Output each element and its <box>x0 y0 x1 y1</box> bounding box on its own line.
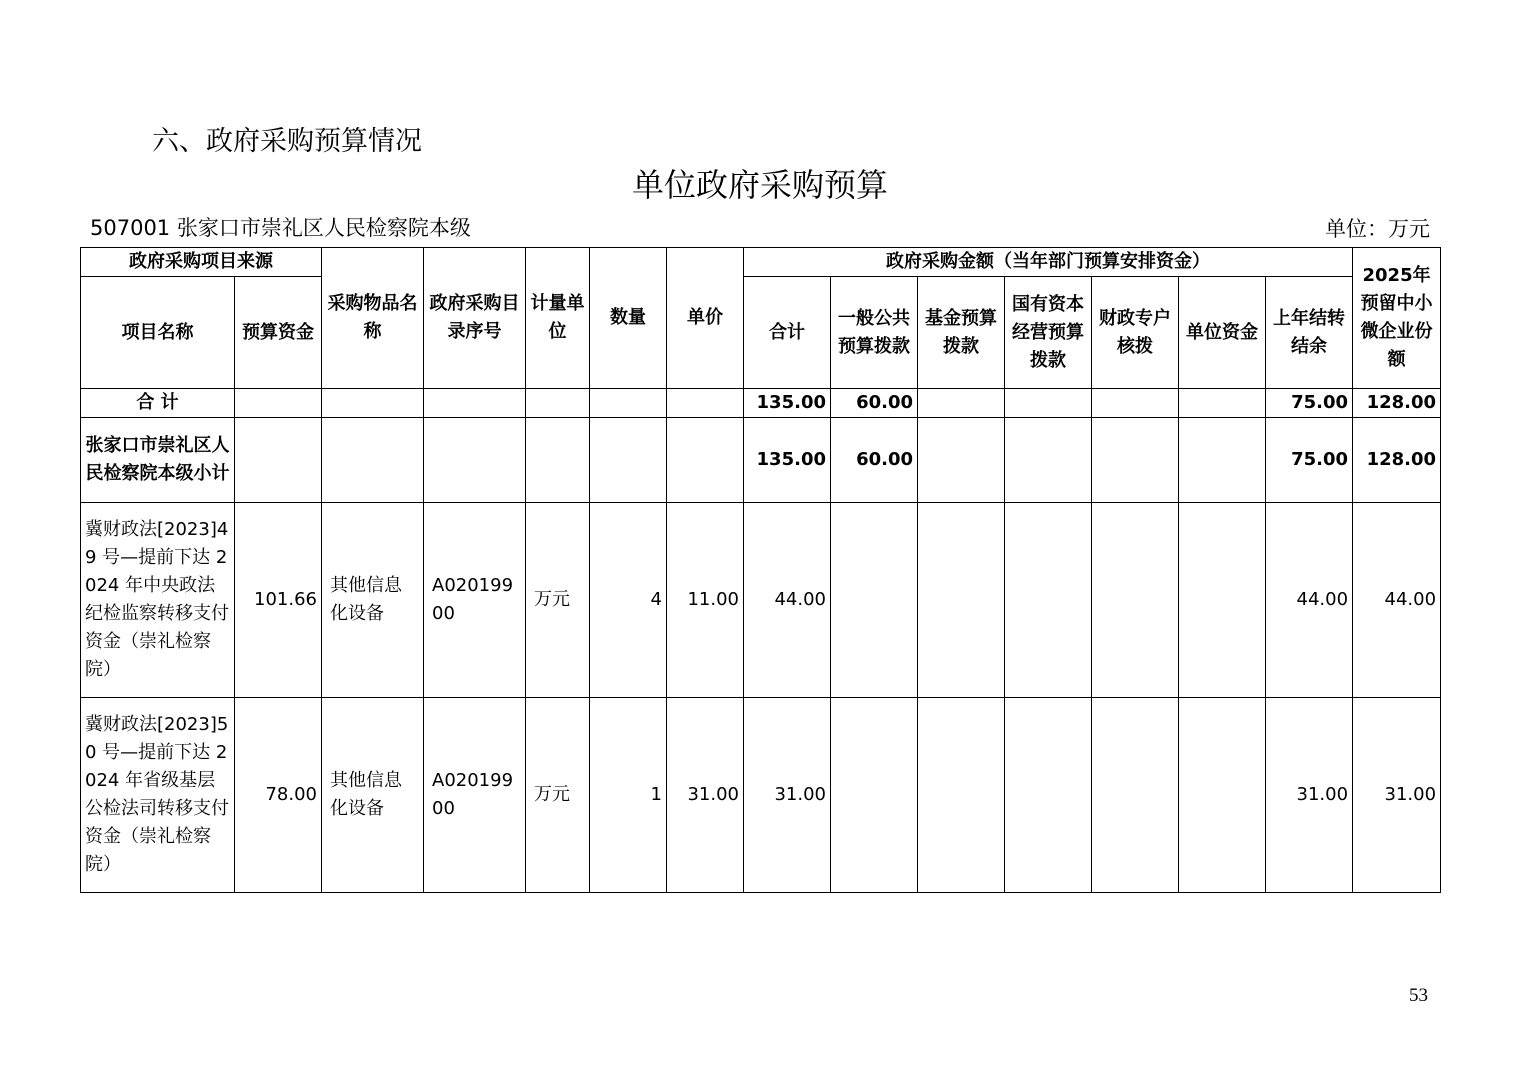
measure-unit-cell: 万元 <box>526 698 590 893</box>
empty-cell <box>1179 418 1266 503</box>
empty-cell <box>831 503 918 698</box>
empty-cell <box>1092 503 1179 698</box>
empty-cell <box>1005 503 1092 698</box>
header-general-public: 一般公共预算拨款 <box>831 277 918 389</box>
empty-cell <box>424 389 526 418</box>
header-measure-unit: 计量单位 <box>526 248 590 389</box>
section-title: 六、政府采购预算情况 <box>152 126 422 157</box>
amount-total-cell: 31.00 <box>744 698 831 893</box>
subtotal-row <box>81 418 1441 503</box>
empty-cell <box>1092 418 1179 503</box>
unit-price-cell: 11.00 <box>667 503 744 698</box>
budget-funds-cell: 101.66 <box>235 503 322 698</box>
table-row <box>81 698 1441 893</box>
header-budget-funds: 预算资金 <box>235 277 322 389</box>
total-row <box>81 389 1441 418</box>
empty-cell <box>918 503 1005 698</box>
header-fund-budget: 基金预算拨款 <box>918 277 1005 389</box>
empty-cell <box>590 389 667 418</box>
header-state-capital: 国有资本经营预算拨款 <box>1005 277 1092 389</box>
empty-cell <box>831 698 918 893</box>
subtotal-label: 张家口市崇礼区人民检察院本级小计 <box>81 418 235 503</box>
empty-cell <box>918 698 1005 893</box>
header-source-group: 政府采购项目来源 <box>81 248 322 277</box>
header-unit-price: 单价 <box>667 248 744 389</box>
unit-label: 单位：万元 <box>1325 217 1430 241</box>
subtotal-carryover: 75.00 <box>1266 418 1353 503</box>
empty-cell <box>526 418 590 503</box>
header-special-account: 财政专户核拨 <box>1092 277 1179 389</box>
project-name-cell: 冀财政法[2023]50 号—提前下达 2024 年省级基层公检法司转移支付资金（崇礼检察院） <box>81 698 235 893</box>
empty-cell <box>667 389 744 418</box>
empty-cell <box>322 389 424 418</box>
amount-total-cell: 44.00 <box>744 503 831 698</box>
empty-cell <box>1179 503 1266 698</box>
total-amount: 135.00 <box>744 389 831 418</box>
total-general-public: 60.00 <box>831 389 918 418</box>
carryover-cell: 31.00 <box>1266 698 1353 893</box>
catalog-no-cell: A02019900 <box>424 698 526 893</box>
empty-cell <box>424 418 526 503</box>
empty-cell <box>1179 389 1266 418</box>
carryover-cell: 44.00 <box>1266 503 1353 698</box>
header-row-columns <box>81 277 1441 389</box>
empty-cell <box>1005 698 1092 893</box>
empty-cell <box>1005 389 1092 418</box>
budget-funds-cell: 78.00 <box>235 698 322 893</box>
measure-unit-cell: 万元 <box>526 503 590 698</box>
subtotal-general-public: 60.00 <box>831 418 918 503</box>
empty-cell <box>1179 698 1266 893</box>
header-carryover: 上年结转结余 <box>1266 277 1353 389</box>
header-amount-group: 政府采购金额（当年部门预算安排资金） <box>744 248 1353 277</box>
total-carryover: 75.00 <box>1266 389 1353 418</box>
empty-cell <box>1005 418 1092 503</box>
empty-cell <box>918 389 1005 418</box>
page-number: 53 <box>1409 985 1428 1006</box>
quantity-cell: 1 <box>590 698 667 893</box>
subtotal-amount: 135.00 <box>744 418 831 503</box>
empty-cell <box>1092 698 1179 893</box>
project-name-cell: 冀财政法[2023]49 号—提前下达 2024 年中央政法纪检监察转移支付资金（崇礼检察院） <box>81 503 235 698</box>
empty-cell <box>235 389 322 418</box>
quantity-cell: 4 <box>590 503 667 698</box>
header-total: 合计 <box>744 277 831 389</box>
catalog-no-cell: A02019900 <box>424 503 526 698</box>
item-name-cell: 其他信息化设备 <box>322 698 424 893</box>
header-catalog-no: 政府采购目录序号 <box>424 248 526 389</box>
subtotal-reserved: 128.00 <box>1353 418 1441 503</box>
header-item-name: 采购物品名称 <box>322 248 424 389</box>
header-reserved-sme: 2025年预留中小微企业份额 <box>1353 248 1441 389</box>
unit-name: 507001 张家口市崇礼区人民检察院本级 <box>90 216 471 240</box>
empty-cell <box>918 418 1005 503</box>
header-unit-funds: 单位资金 <box>1179 277 1266 389</box>
empty-cell <box>235 418 322 503</box>
total-reserved: 128.00 <box>1353 389 1441 418</box>
page-title: 单位政府采购预算 <box>631 166 888 204</box>
table-row <box>81 503 1441 698</box>
procurement-budget-table <box>80 247 1441 893</box>
empty-cell <box>322 418 424 503</box>
item-name-cell: 其他信息化设备 <box>322 503 424 698</box>
empty-cell <box>667 418 744 503</box>
reserved-cell: 31.00 <box>1353 698 1441 893</box>
empty-cell <box>1092 389 1179 418</box>
header-project-name: 项目名称 <box>81 277 235 389</box>
header-quantity: 数量 <box>590 248 667 389</box>
empty-cell <box>526 389 590 418</box>
reserved-cell: 44.00 <box>1353 503 1441 698</box>
header-row-groups <box>81 248 1441 277</box>
unit-price-cell: 31.00 <box>667 698 744 893</box>
total-label: 合 计 <box>81 389 235 418</box>
empty-cell <box>590 418 667 503</box>
